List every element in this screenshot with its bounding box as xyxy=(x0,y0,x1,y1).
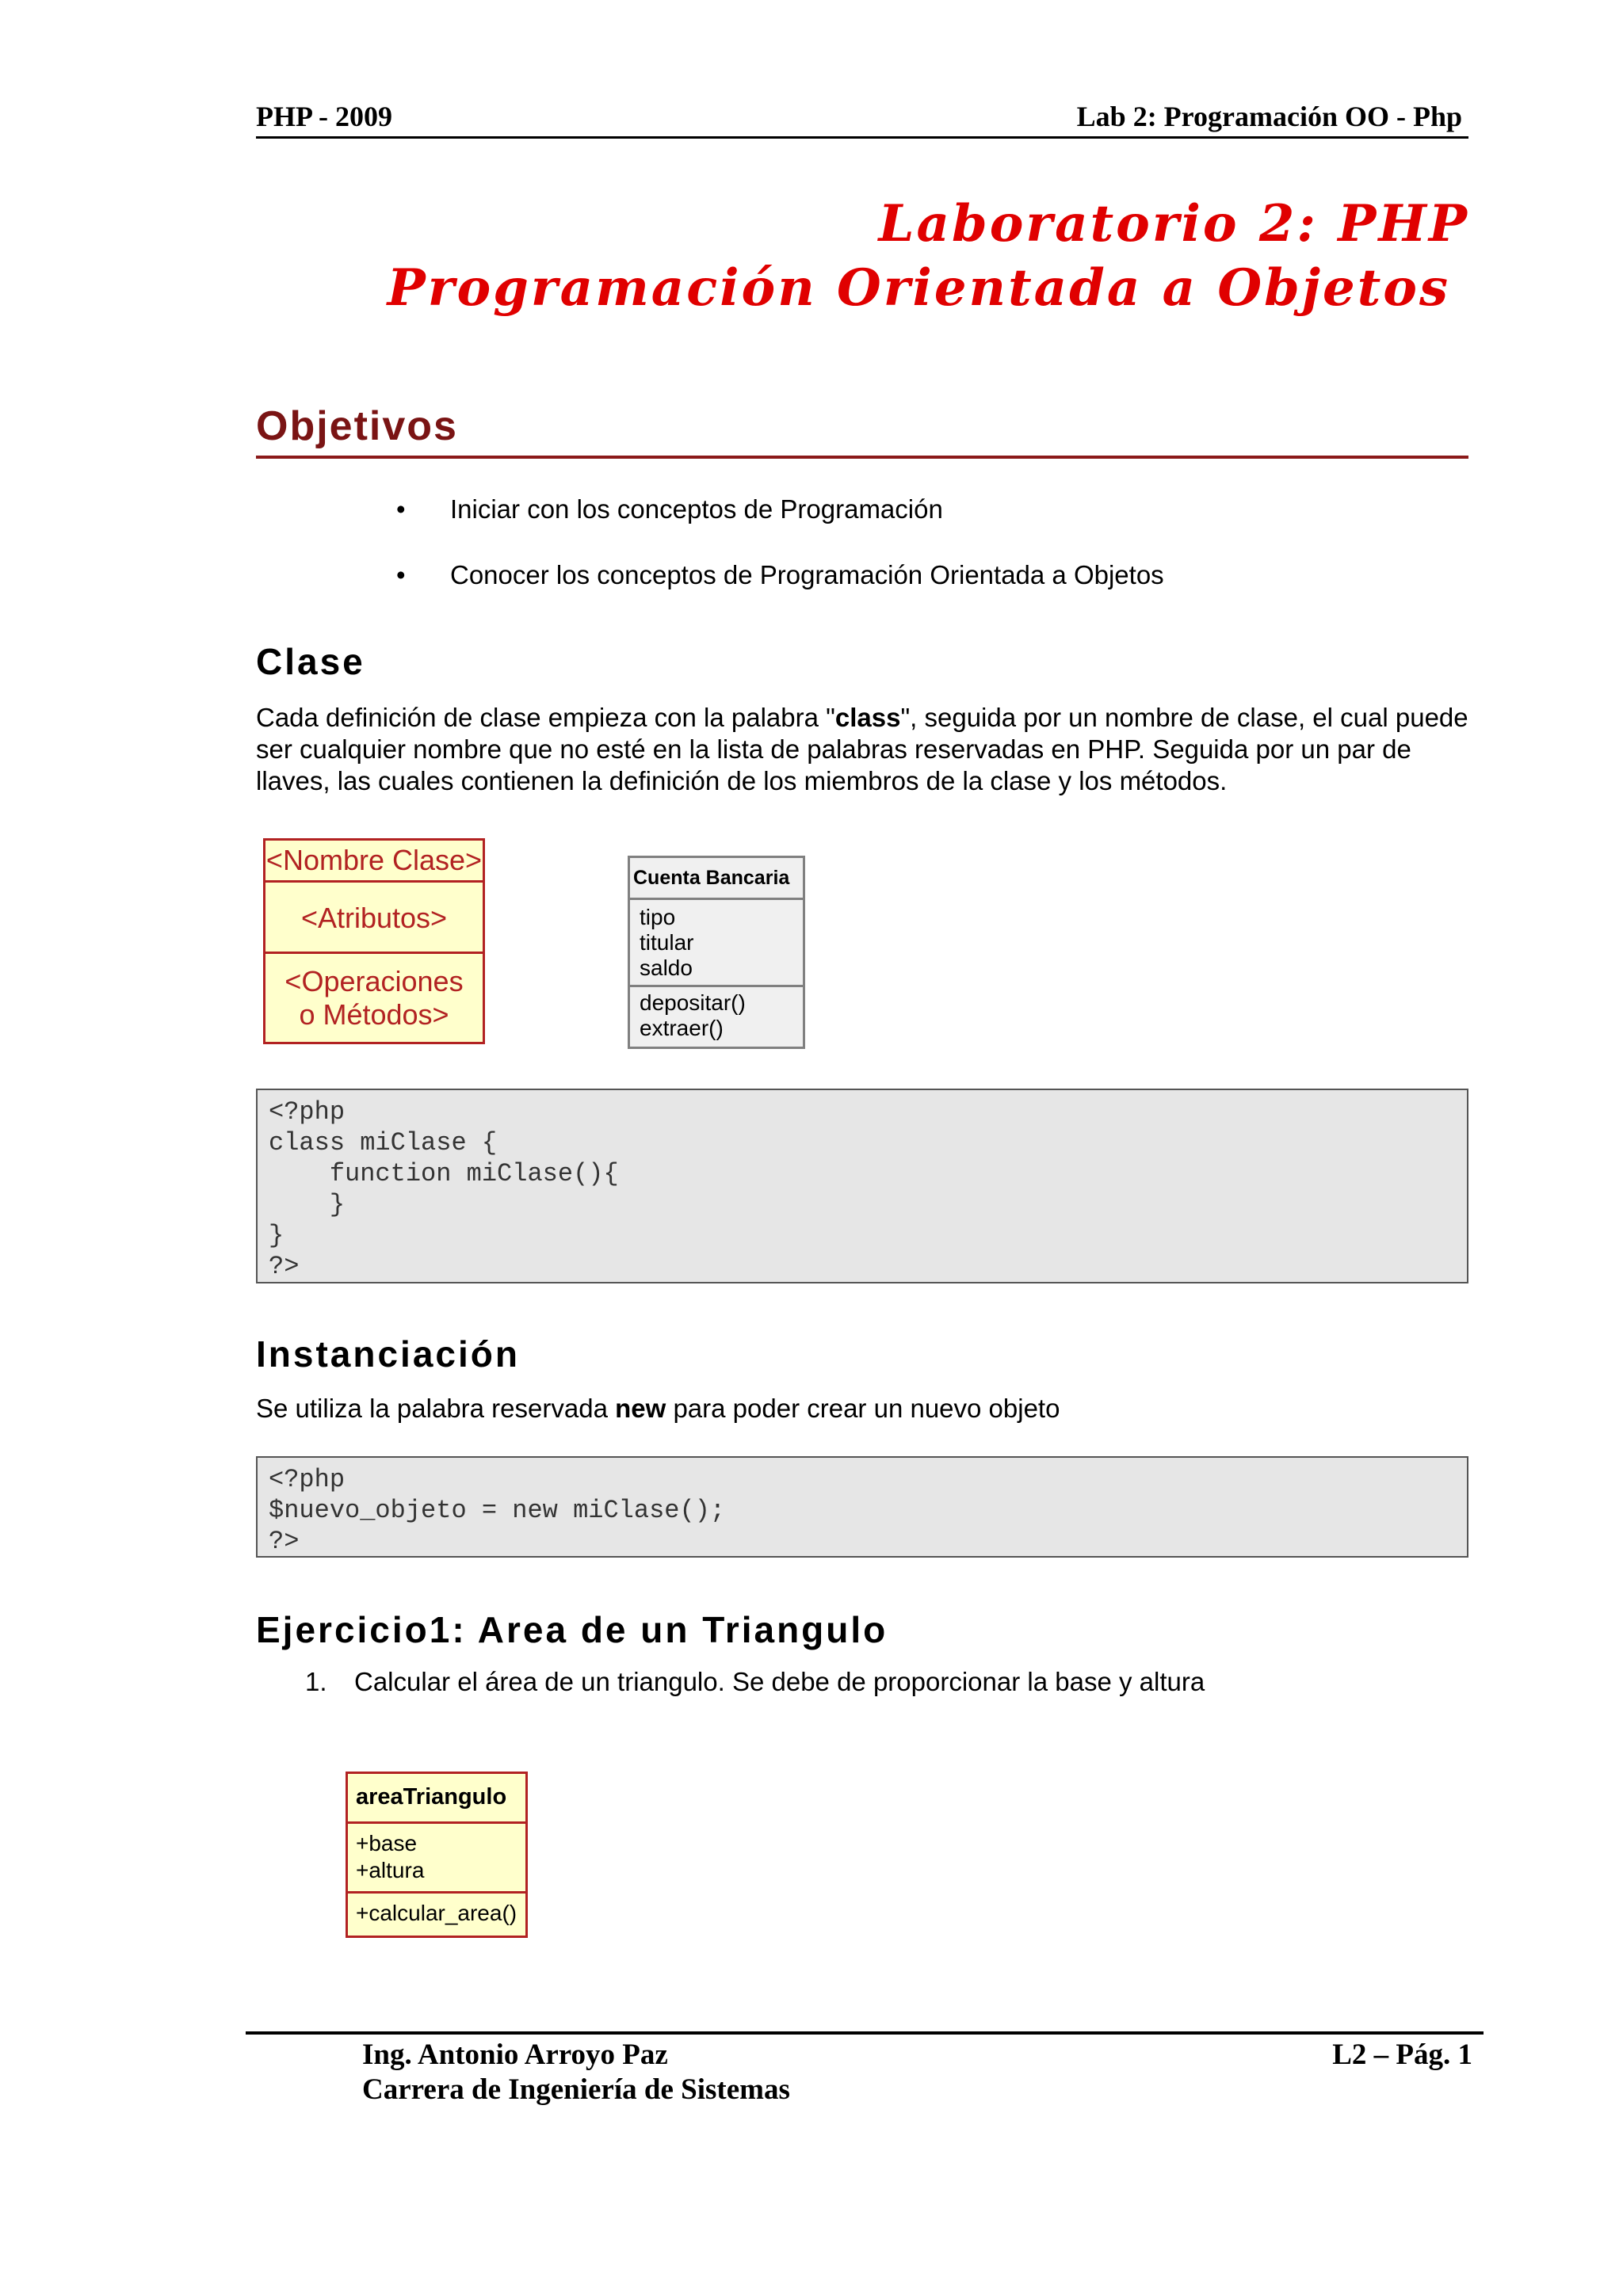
objetivos-rule xyxy=(256,456,1468,459)
uml-generic-operations-line1: <Operaciones xyxy=(285,965,464,997)
code-line: ?> xyxy=(269,1527,300,1556)
title-line-1: Laboratorio 2: PHP xyxy=(878,194,1469,254)
title-line-2: Programación Orientada a Objetos xyxy=(387,258,1450,318)
instanciacion-paragraph xyxy=(256,1393,1476,1425)
header-rule xyxy=(256,136,1468,139)
code-line: ?> xyxy=(269,1252,300,1281)
uml-area-triangulo-attributes xyxy=(348,1821,525,1891)
ejercicio-item-number: 1. xyxy=(305,1667,327,1696)
uml-area-triangulo-methods xyxy=(348,1891,525,1936)
clase-paragraph-part1: Cada definición de clase empieza con la palabra " xyxy=(256,703,835,732)
uml-generic-operations-line2: o Métodos> xyxy=(299,998,449,1031)
uml-attribute: +base xyxy=(356,1831,418,1855)
clase-heading: Clase xyxy=(256,641,365,682)
code-line: } xyxy=(269,1221,285,1250)
instanciacion-heading: Instanciación xyxy=(256,1333,520,1375)
objetivos-item-text: Iniciar con los conceptos de Programación xyxy=(450,494,943,524)
uml-generic-attributes: <Atributos> xyxy=(265,880,483,952)
uml-area-triangulo xyxy=(346,1772,528,1938)
uml-generic-operations xyxy=(265,952,483,1042)
uml-attribute: +altura xyxy=(356,1858,425,1882)
clase-paragraph xyxy=(256,702,1476,797)
uml-method: +calcular_area() xyxy=(356,1901,517,1925)
uml-area-triangulo-name: areaTriangulo xyxy=(356,1784,507,1810)
footer-author: Ing. Antonio Arroyo Paz xyxy=(362,2039,668,2071)
code-line: function miClase(){ xyxy=(269,1159,619,1188)
instanciacion-paragraph-part1: Se utiliza la palabra reservada xyxy=(256,1394,616,1423)
clase-paragraph-part2: ", seguida por un nombre de clase, el cual puede ser cualquier nombre que no esté en la lista de palabras reservadas en PHP. Seguida por un par de llaves, las cuales contienen la definición de los miembros de la clase y los métodos. xyxy=(256,703,1468,795)
uml-generic-class xyxy=(263,838,485,1044)
uml-method: depositar() xyxy=(640,990,746,1015)
code-block-instanciacion xyxy=(256,1456,1468,1558)
uml-method: extraer() xyxy=(640,1016,724,1040)
instanciacion-paragraph-part2: para poder crear un nuevo objeto xyxy=(666,1394,1060,1423)
ejercicio-item-text: Calcular el área de un triangulo. Se debe de proporcionar la base y altura xyxy=(354,1667,1205,1696)
uml-attribute: titular xyxy=(640,930,694,955)
clase-keyword: class xyxy=(834,703,901,732)
objetivos-heading: Objetivos xyxy=(256,403,458,449)
footer-rule xyxy=(246,2031,1484,2035)
header-right: Lab 2: Programación OO - Php xyxy=(1076,101,1462,132)
code-line: } xyxy=(269,1190,346,1219)
footer-page-number: L2 – Pág. 1 xyxy=(1332,2039,1472,2071)
header-left: PHP - 2009 xyxy=(256,101,392,132)
code-line: <?php xyxy=(269,1097,346,1127)
uml-attribute: tipo xyxy=(640,905,676,929)
code-block-class xyxy=(256,1089,1468,1283)
uml-cuenta-bancaria xyxy=(628,856,805,1049)
code-line: class miClase { xyxy=(269,1128,498,1158)
uml-cuenta-attributes xyxy=(630,898,803,985)
code-line: $nuevo_objeto = new miClase(); xyxy=(269,1496,726,1525)
uml-generic-name: <Nombre Clase> xyxy=(265,844,483,876)
uml-cuenta-name: Cuenta Bancaria xyxy=(633,867,790,889)
uml-attribute: saldo xyxy=(640,955,693,980)
uml-cuenta-methods xyxy=(630,985,803,1047)
instanciacion-keyword: new xyxy=(615,1394,666,1423)
bullet-icon: • xyxy=(396,560,406,589)
ejercicio-heading: Ejercicio1: Area de un Triangulo xyxy=(256,1609,888,1650)
code-line: <?php xyxy=(269,1465,346,1494)
objetivos-item-text: Conocer los conceptos de Programación Orientada a Objetos xyxy=(450,560,1164,589)
footer-career: Carrera de Ingeniería de Sistemas xyxy=(362,2073,790,2106)
bullet-icon: • xyxy=(396,494,406,524)
